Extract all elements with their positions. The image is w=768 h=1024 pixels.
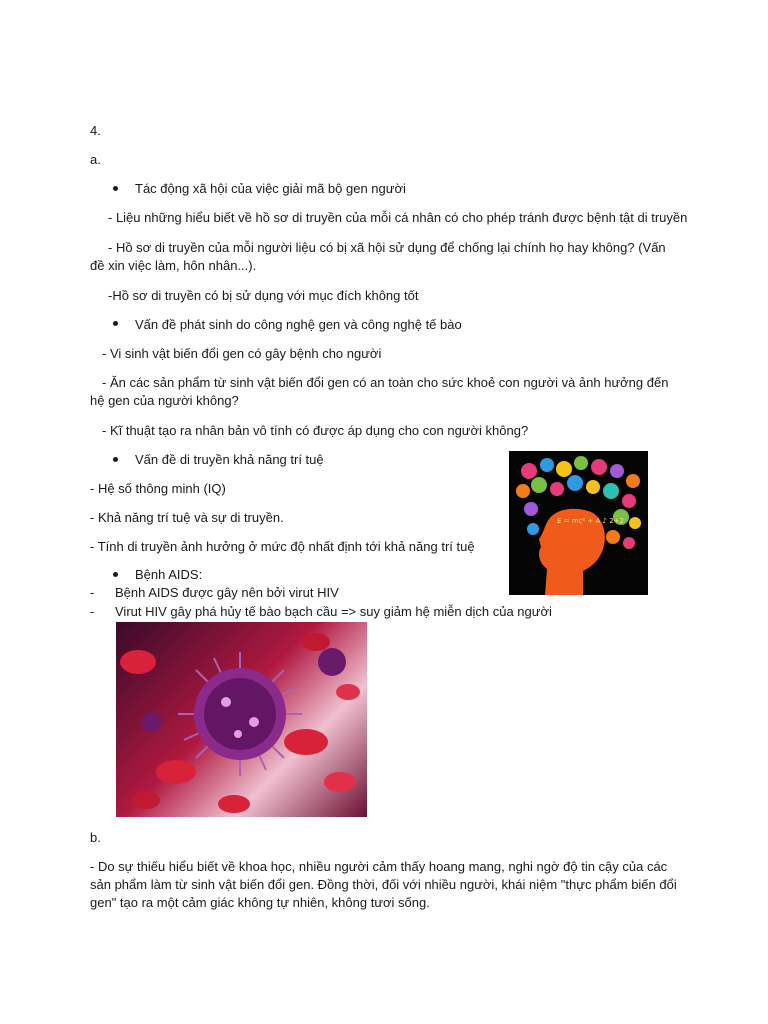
bullet-marker [113, 186, 118, 191]
bullet-marker [113, 321, 118, 326]
paragraph-line: -Hồ sơ di truyền có bị sử dụng với mục đích không tốt [108, 288, 419, 303]
paragraph-line: - Liệu những hiểu biết về hồ sơ di truyền của mỗi cá nhân có cho phép tránh được bệnh tật di truyền [108, 210, 688, 225]
brain-illustration [509, 451, 648, 595]
small-virus [142, 712, 162, 732]
paragraph-line: - Tính di truyền ảnh hưởng ở mức độ nhất định tới khả năng trí tuệ [90, 539, 475, 554]
brain-illustration-svg [509, 451, 648, 595]
dash-item: Virut HIV gây phá hủy tế bào bạch cầu => suy giảm hệ miễn dịch của người [115, 604, 552, 619]
bullet-heading-aids: Bệnh AIDS: [135, 567, 203, 582]
dash-item: Bệnh AIDS được gây nên bởi virut HIV [115, 585, 339, 600]
virus-illustration-svg [116, 622, 367, 817]
part-b-label: b. [90, 830, 101, 845]
virus-illustration [116, 622, 367, 817]
part-b-paragraph: - Do sự thiếu hiểu biết về khoa học, nhiều người cảm thấy hoang mang, nghi ngờ độ tin cậy của các sản phẩm làm từ sinh vật biến đổi gen. Đồng thời, đối với nhiều người, khái niệm "thực phẩm biến đổi gen" tạo ra một cảm giác không tự nhiên, không tươi sống. [90, 859, 677, 910]
dash-marker: - [90, 604, 95, 619]
brain-icon-text: E = mc² + A ♪ 2+2 [557, 517, 625, 525]
small-virus [318, 648, 346, 676]
paragraph-line: - Khả năng trí tuệ và sự di truyền. [90, 510, 284, 525]
paragraph-line: - Ăn các sản phẩm từ sinh vật biến đổi gen có an toàn cho sức khoẻ con người và ảnh hưởng đến hệ gen của người không? [90, 375, 669, 408]
paragraph-line: - Hệ số thông minh (IQ) [90, 481, 226, 496]
dash-marker: - [90, 585, 95, 600]
paragraph-line: - Hồ sơ di truyền của mỗi người liệu có bị xã hội sử dụng để chống lại chính họ hay không? (Vấn đề xin việc làm, hôn nhân...). [90, 240, 666, 273]
bullet-heading-genome: Tác động xã hội của việc giải mã bộ gen người [135, 181, 406, 196]
bullet-marker [113, 457, 118, 462]
paragraph-line: - Kĩ thuật tạo ra nhân bản vô tính có được áp dụng cho con người không? [102, 423, 529, 438]
bullet-heading-intelligence: Vấn đề di truyền khả năng trí tuệ [135, 452, 324, 467]
bullet-marker [113, 572, 118, 577]
paragraph-line: - Vi sinh vật biến đổi gen có gây bệnh cho người [102, 346, 382, 361]
section-number: 4. [90, 123, 101, 138]
part-a-label: a. [90, 152, 101, 167]
bullet-heading-gene-tech: Vấn đề phát sinh do công nghệ gen và công nghệ tế bào [135, 317, 462, 332]
